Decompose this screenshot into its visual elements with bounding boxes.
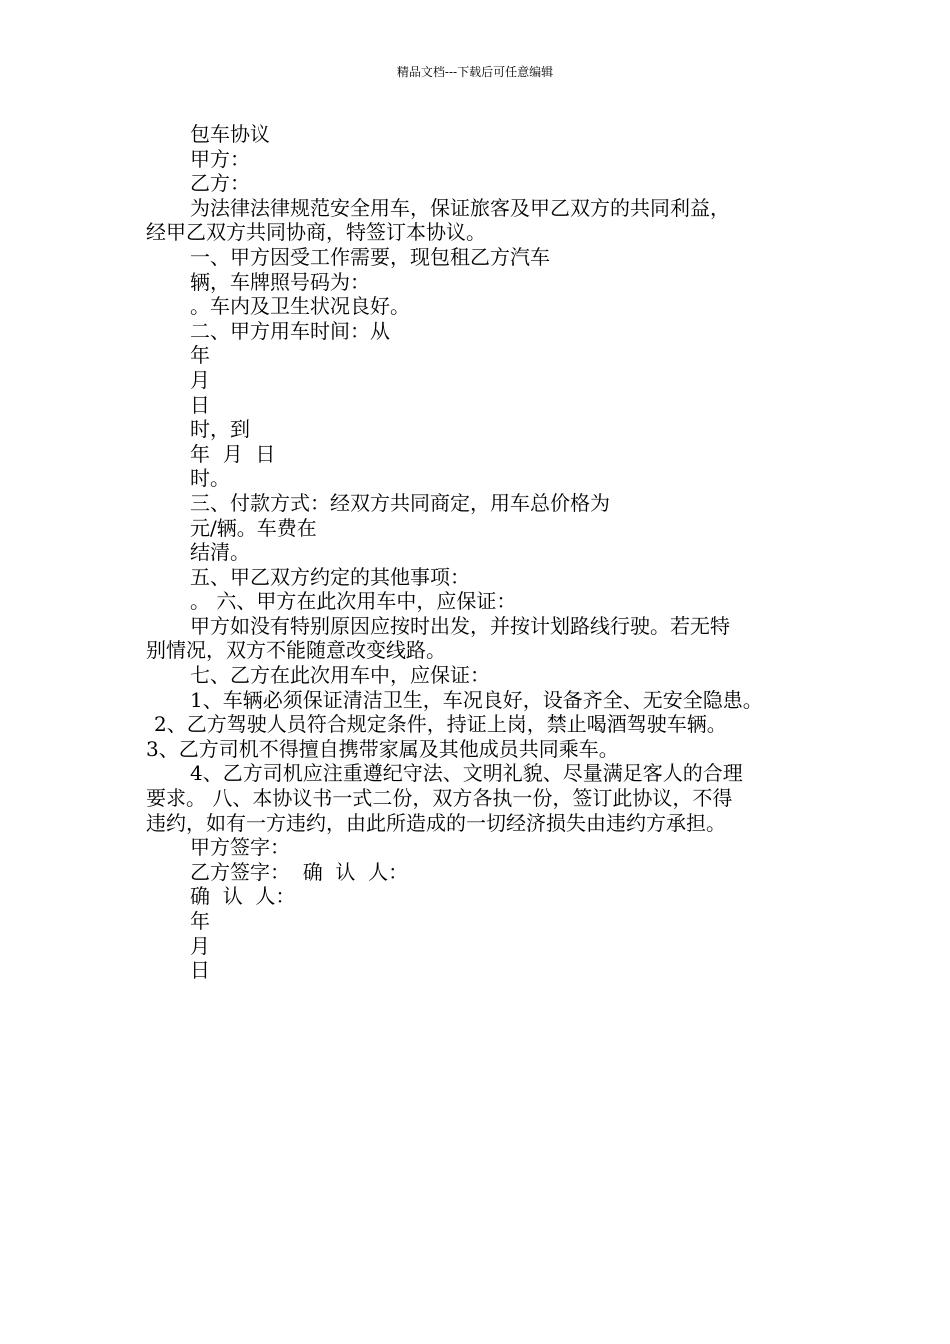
clause-7-item-4-line-3: 违约，如有一方违约，由此所造成的一切经济损失由违约方承担。 [146, 810, 726, 835]
confirmation-person: 确 认 人： [190, 884, 296, 909]
intro-line-1: 为法律法律规范安全用车，保证旅客及甲乙双方的共同利益， [190, 195, 730, 220]
signature-party-a: 甲方签字： [190, 835, 290, 860]
clause-7-title: 七、乙方在此次用车中，应保证： [190, 663, 490, 688]
document-body [146, 122, 836, 983]
signature-party-b: 乙方签字： 确 认 人： [190, 859, 409, 884]
clause-2-ymd: 年 月 日 [190, 441, 276, 466]
clause-3-line-3: 结清。 [190, 540, 250, 565]
clause-5: 五、甲乙双方约定的其他事项： [190, 564, 470, 589]
party-b-label: 乙方： [190, 171, 250, 196]
clause-6-body-line-2: 别情况，双方不能随意改变线路。 [146, 638, 446, 663]
date-year: 年 [190, 909, 210, 933]
clause-7-item-1: 1、车辆必须保证清洁卫生，车况良好，设备齐全、无安全隐患。 [190, 687, 763, 712]
clause-1-line-1: 一、甲方因受工作需要，现包租乙方汽车 [190, 244, 550, 269]
intro-line-2: 经甲乙双方共同协商，特签订本协议。 [146, 220, 486, 245]
party-a-label: 甲方： [190, 146, 250, 171]
clause-6-body-line-1: 甲方如没有特别原因应按时出发，并按计划路线行驶。若无特 [190, 613, 730, 638]
clause-2-day: 日 [190, 392, 210, 417]
date-month: 月 [190, 933, 210, 958]
clause-1-line-3: 。车内及卫生状况良好。 [190, 294, 410, 319]
document-title: 包车协议 [190, 122, 270, 146]
clause-2-line-1: 二、甲方用车时间：从 [190, 318, 390, 343]
clause-7-item-2: 2、乙方驾驶人员符合规定条件，持证上岗，禁止喝酒驾驶车辆。 [154, 712, 727, 737]
clause-3-line-1: 三、付款方式：经双方共同商定，用车总价格为 [190, 490, 610, 515]
clause-1-line-2: 辆，车牌照号码为： [190, 269, 370, 294]
clause-2-hour: 时。 [190, 466, 230, 491]
clause-2-year: 年 [190, 343, 210, 368]
clause-3-line-2: 元/辆。车费在 [190, 515, 317, 540]
clause-7-item-4-line-1: 4、乙方司机应注重遵纪守法、文明礼貌、尽量满足客人的合理 [190, 761, 743, 786]
clause-7-item-4-line-2: 要求。 八、本协议书一式二份，双方各执一份，签订此协议，不得 [146, 786, 733, 811]
date-day: 日 [190, 958, 210, 983]
clause-7-item-3: 3、乙方司机不得擅自携带家属及其他成员共同乘车。 [146, 736, 619, 761]
clause-2-month: 月 [190, 367, 210, 392]
page-header: 精品文档---下载后可任意编辑 [396, 65, 554, 79]
clause-6-title: 。 六、甲方在此次用车中，应保证： [190, 589, 517, 614]
clause-2-hour-to: 时，到 [190, 417, 250, 442]
